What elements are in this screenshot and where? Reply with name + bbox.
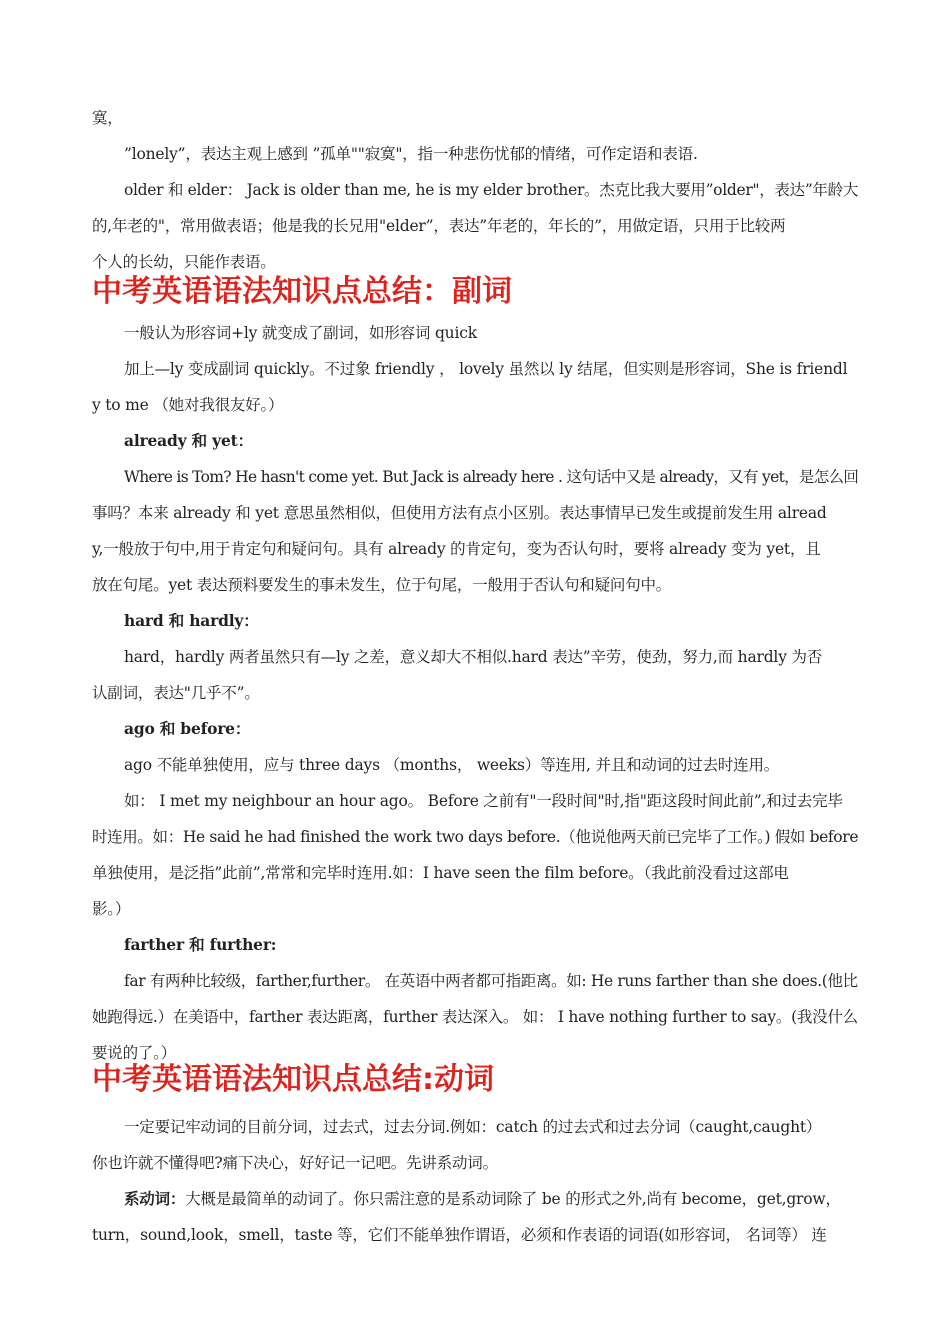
text-line: turn，sound,look，smell，taste 等，它们不能单独作谓语，必须和作表语的词语(如形容词， 名词等） 连 [92,1226,827,1244]
text-line: 要说的了。） [92,1044,177,1062]
subheading-ago-before: ago 和 before： [124,719,251,738]
text-line-linking-verb [124,1189,841,1209]
text-line: 放在句尾。yet 表达预料要发生的事未发生，位于句尾，一般用于否认句和疑问句中。 [92,576,672,594]
text-line: 寞， [92,109,123,127]
text-line: 一般认为形容词+ly 就变成了副词，如形容词 quick [124,324,477,342]
section-heading-adverb: 中考英语语法知识点总结：副词 [92,274,512,309]
section-heading-verb: 中考英语语法知识点总结:动词 [92,1062,494,1097]
text-line: y to me （她对我很友好。） [92,396,284,414]
text-line: Where is Tom? He hasn't come yet. But Jack is already here . 这句话中又是 already，又有 yet，是怎么回 [124,468,859,486]
text-line: far 有两种比较级，farther,further。 在英语中两者都可指距离。如: He runs farther than she does.(他比 [124,972,858,990]
text-line: y,一般放于句中,用于肯定句和疑问句。具有 already 的肯定句，变为否认句时，要将 already 变为 yet，且 [92,540,821,558]
text-line: 她跑得远.）在美语中，farther 表达距离，further 表达深入。 如： I have nothing further to say。(我没什么 [92,1008,858,1026]
text-line: 你也许就不懂得吧?痛下决心，好好记一记吧。先讲系动词。 [92,1154,498,1172]
text-line: 个人的长幼，只能作表语。 [92,253,276,271]
text-line: 影。） [92,900,131,918]
text-line: 时连用。如：He said he had finished the work two days before.（他说他两天前已完毕了工作。) 假如 before [92,828,859,846]
text-line: 认副词，表达"几乎不”。 [92,684,260,702]
text-line: ago 不能单独使用，应与 three days （months， weeks）等连用, 并且和动词的过去时连用。 [124,756,780,774]
text-line: hard，hardly 两者虽然只有—ly 之差，意义却大不相似.hard 表达”辛劳，使劲，努力,而 hardly 为否 [124,648,823,666]
linking-verb-text: 大概是最简单的动词了。你只需注意的是系动词除了 be 的形式之外,尚有 become，get,grow， [185,1190,841,1208]
text-line: older 和 elder： Jack is older than me, he is my elder brother。杰克比我大要用”older"，表达”年龄大 [124,181,859,199]
text-line: 加上—ly 变成副词 quickly。不过象 friendly ， lovely 虽然以 ly 结尾，但实则是形容词，She is friendl [124,360,848,378]
subheading-already-yet: already 和 yet： [124,431,253,450]
text-line: 的,年老的"，常用做表语；他是我的长兄用"elder”，表达”年老的，年长的”，用做定语，只用于比较两 [92,217,786,235]
text-line: 事吗？本来 already 和 yet 意思虽然相似，但使用方法有点小区别。表达事情早已发生或提前发生用 alread [92,504,827,522]
text-line: 一定要记牢动词的目前分词，过去式，过去分词.例如：catch 的过去式和过去分词（caught,caught） [124,1118,822,1136]
text-line: 单独使用，是泛指”此前”,常常和完毕时连用.如：I have seen the film before。（我此前没看过这部电 [92,864,789,882]
linking-verb-label: 系动词： [124,1189,186,1208]
text-line: 如： I met my neighbour an hour ago。 Before 之前有"一段时间"时,指"距这段时间此前”,和过去完毕 [124,792,843,810]
subheading-hard-hardly: hard 和 hardly： [124,611,259,630]
text-line: ”lonely”，表达主观上感到 ”孤单""寂寞"，指一种悲伤忧郁的情绪，可作定语和表语. [124,145,698,163]
subheading-farther-further: farther 和 further: [124,935,277,954]
